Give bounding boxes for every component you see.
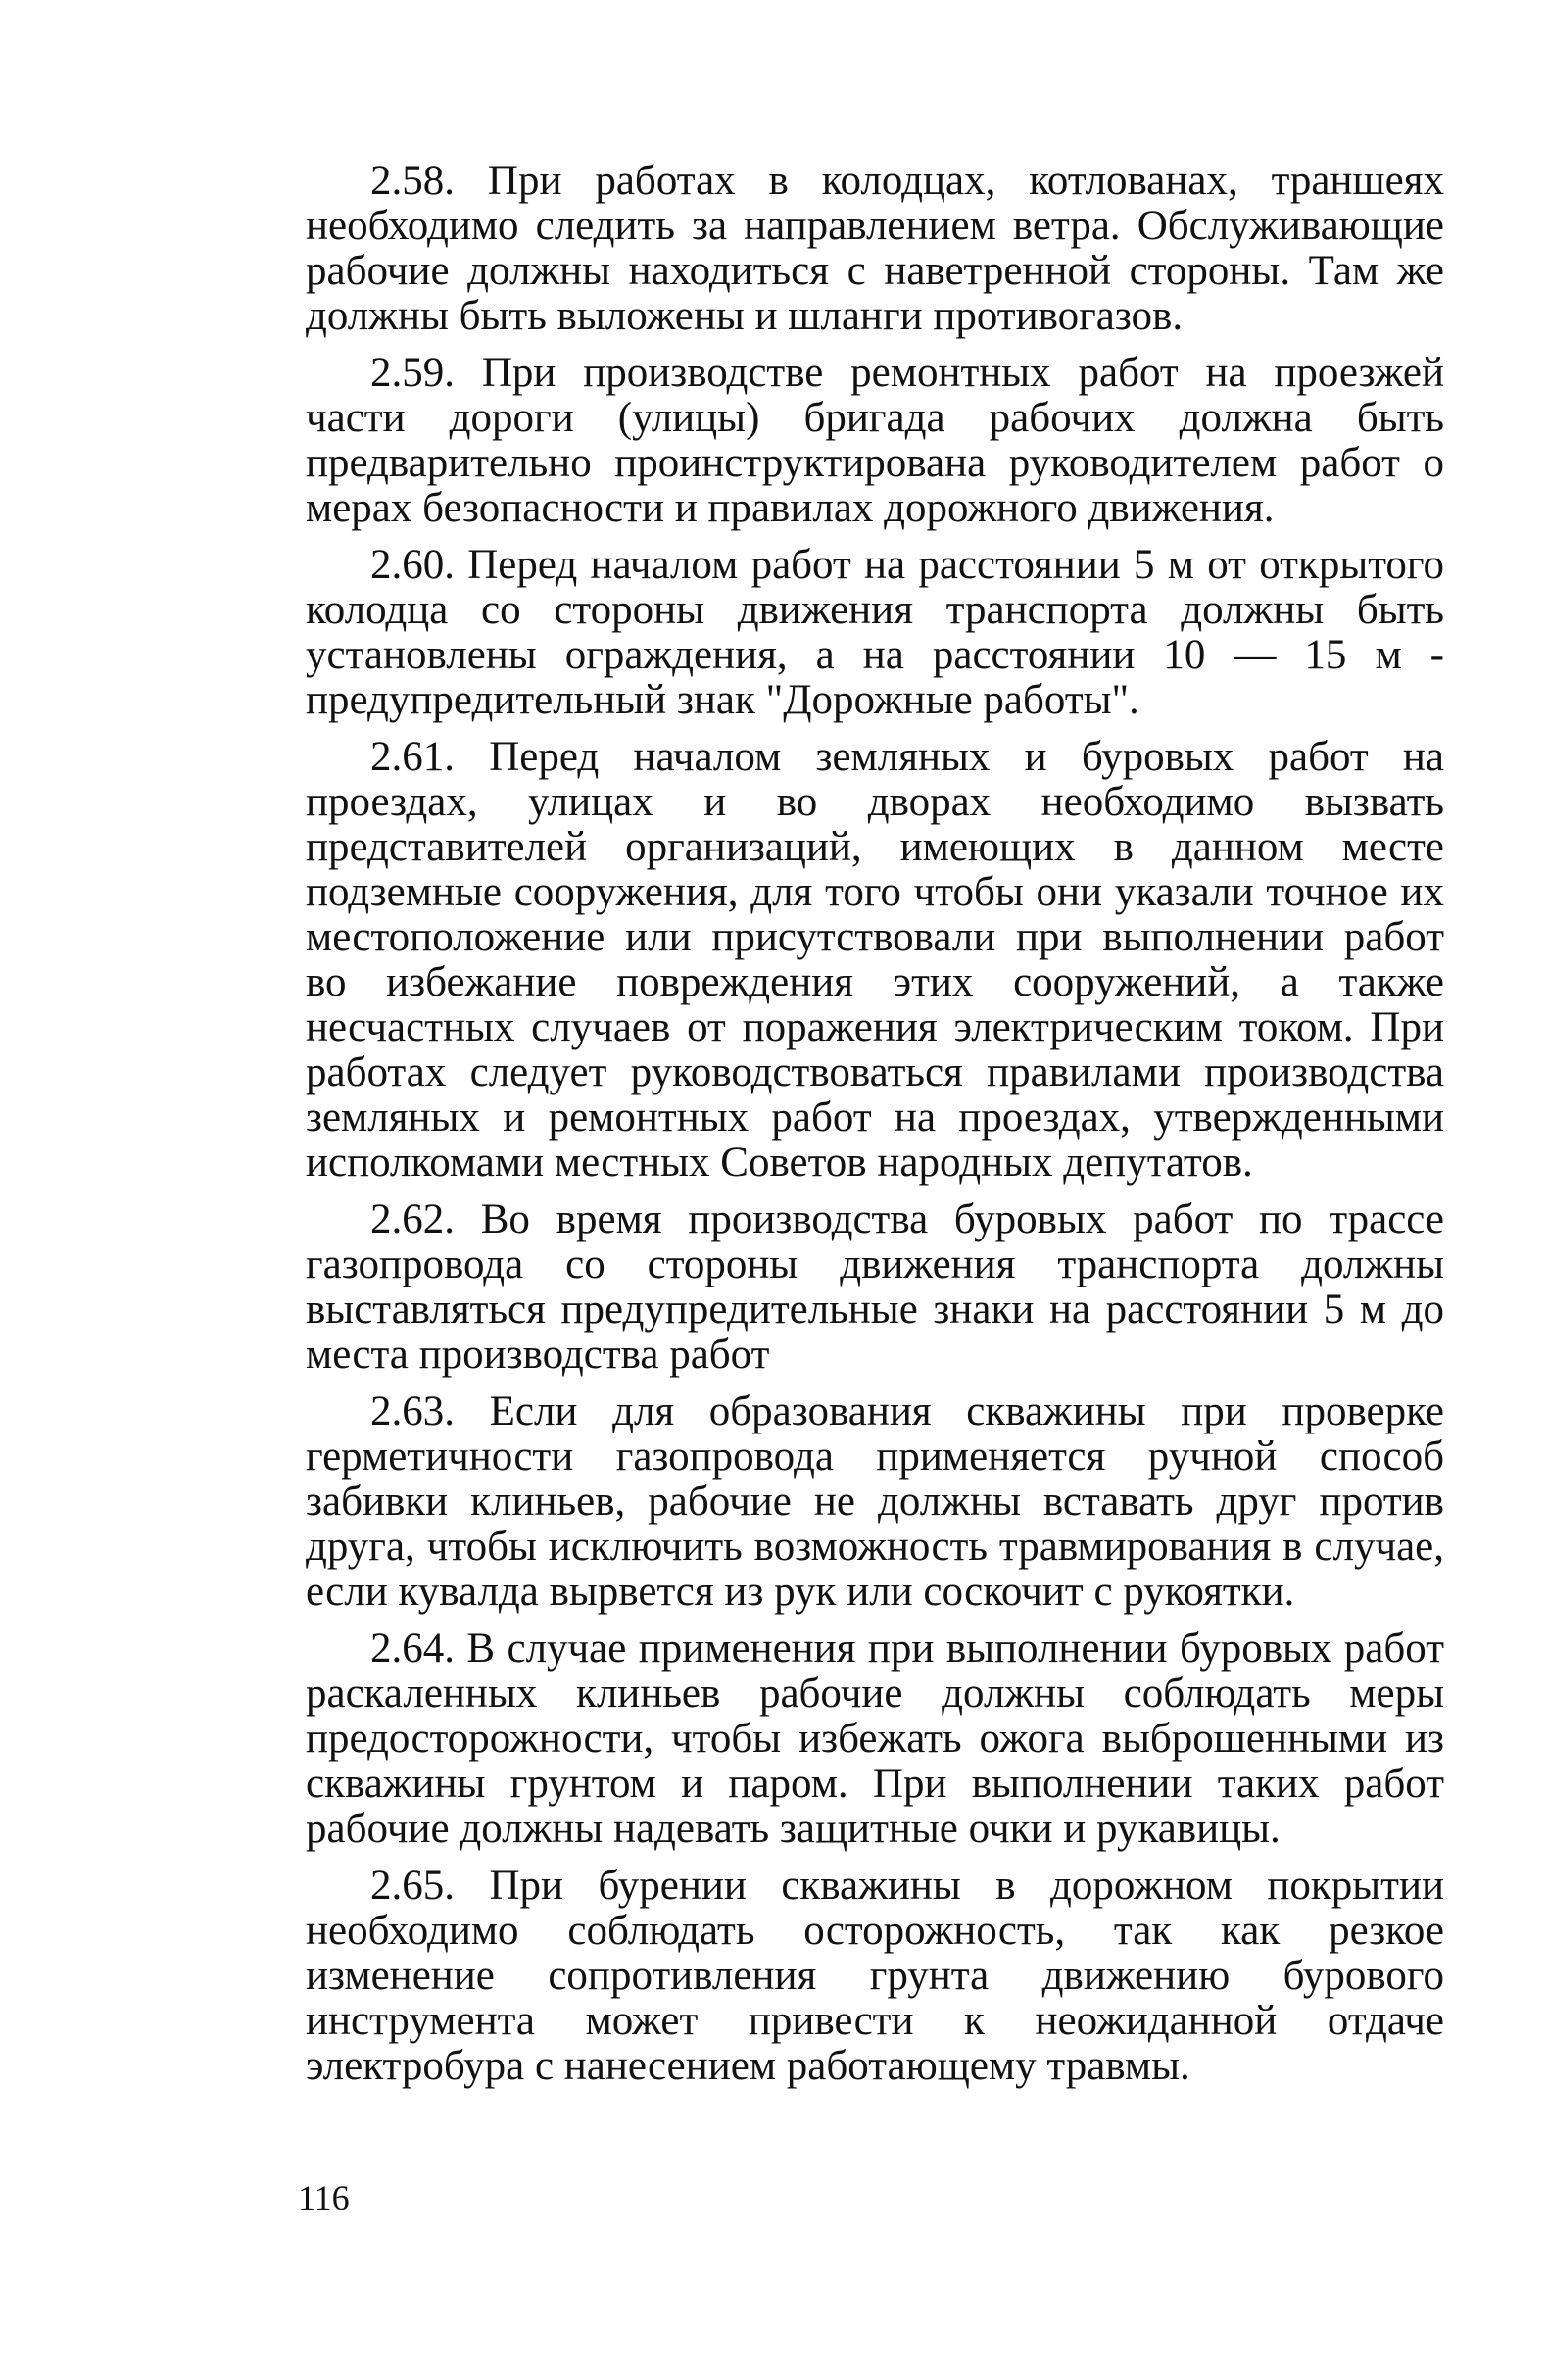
paragraph-2-59: 2.59. При производстве ремонтных работ на проезжей части дороги (улицы) бригада рабочих должна быть предварительно проинструктирована руководителем работ о мерах безопасности и правилах дорожного движения. — [306, 350, 1444, 531]
paragraph-2-62: 2.62. Во время производства буровых работ по трассе газопровода со стороны движения транспорта должны выставляться предупредительные знаки на расстоянии 5 м до места производства работ — [306, 1196, 1444, 1378]
paragraph-2-65: 2.65. При бурении скважины в дорожном покрытии необходимо соблюдать осторожность, так как резкое изменение сопротивления грунта движению бурового инструмента может привести к неожиданной отдаче электробура с нанесением работающему травмы. — [306, 1863, 1444, 2089]
paragraph-2-63: 2.63. Если для образования скважины при проверке герметичности газопровода применяется ручной способ забивки клиньев, рабочие не должны вставать друг против друга, чтобы исключить возможность травмирования в случае, если кувалда вырвется из рук или соскочит с рукоятки. — [306, 1388, 1444, 1615]
paragraph-2-58: 2.58. При работах в колодцах, котлованах, траншеях необходимо следить за направлением ветра. Обслуживающие рабочие должны находиться с наветренной стороны. Там же должны быть выложены и шланги противогазов. — [306, 158, 1444, 339]
document-body — [306, 159, 1444, 2101]
paragraph-2-60: 2.60. Перед началом работ на расстоянии 5 м от открытого колодца со стороны движения транспорта должны быть установлены ограждения, а на расстоянии 10 — 15 м - предупредительный знак "Дорожные работы". — [306, 542, 1444, 723]
paragraph-2-64: 2.64. В случае применения при выполнении буровых работ раскаленных клиньев рабочие должны соблюдать меры предосторожности, чтобы избежать ожога выброшенными из скважины грунтом и паром. При выполнении таких работ рабочие должны надевать защитные очки и рукавицы. — [306, 1626, 1444, 1852]
page-number: 116 — [298, 2178, 350, 2217]
paragraph-2-61: 2.61. Перед началом земляных и буровых работ на проездах, улицах и во дворах необходимо вызвать представителей организаций, имеющих в данном месте подземные сооружения, для того чтобы они указали точное их местоположение или присутствовали при выполнении работ во избежание повреждения этих сооружений, а также несчастных случаев от поражения электрическим током. При работах следует руководствоваться правилами производства земляных и ремонтных работ на проездах, утвержденными исполкомами местных Советов народных депутатов. — [306, 734, 1444, 1186]
